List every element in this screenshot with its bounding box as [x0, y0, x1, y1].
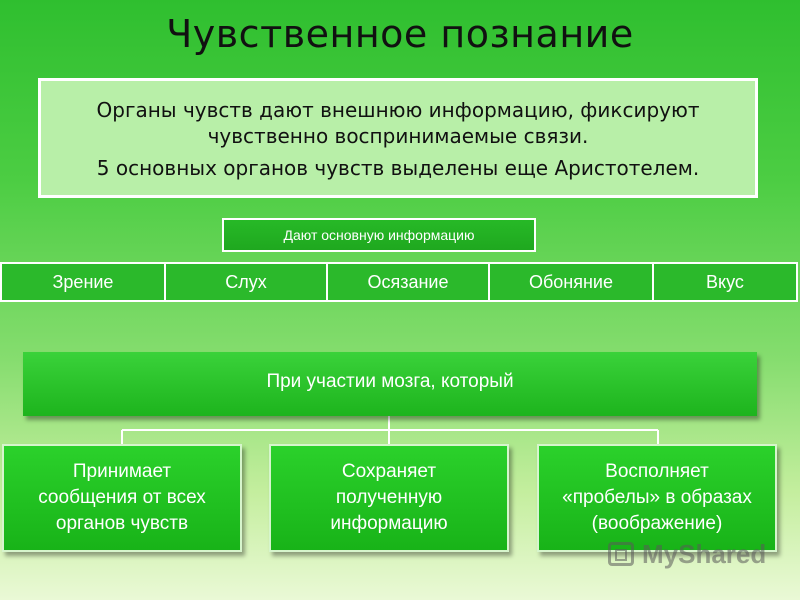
child-box-stores: Сохраняет полученную информацию: [269, 444, 509, 552]
info-box: [38, 78, 758, 198]
sense-smell: Обоняние: [488, 262, 654, 302]
sense-touch: Осязание: [326, 262, 490, 302]
watermark-text: MyShared: [642, 538, 767, 569]
provides-info-label: Дают основную информацию: [222, 218, 536, 252]
child-box-receives: Принимает сообщения от всех органов чувств: [2, 444, 242, 552]
presentation-icon: [608, 542, 634, 566]
page-title: Чувственное познание: [166, 12, 634, 56]
child-box-fills-gaps: Восполняет «пробелы» в образах (воображение): [537, 444, 777, 552]
info-line-2: 5 основных органов чувств выделены еще Аристотелем.: [96, 156, 700, 180]
info-line-1: Органы чувств дают внешнюю информацию, фиксируют чувственно воспринимаемые связи.: [96, 98, 700, 148]
senses-row: [0, 262, 800, 302]
brain-box: При участии мозга, который: [23, 352, 757, 416]
sense-taste: Вкус: [652, 262, 798, 302]
sense-hearing: Слух: [164, 262, 328, 302]
sense-vision: Зрение: [0, 262, 166, 302]
watermark: [608, 536, 778, 572]
